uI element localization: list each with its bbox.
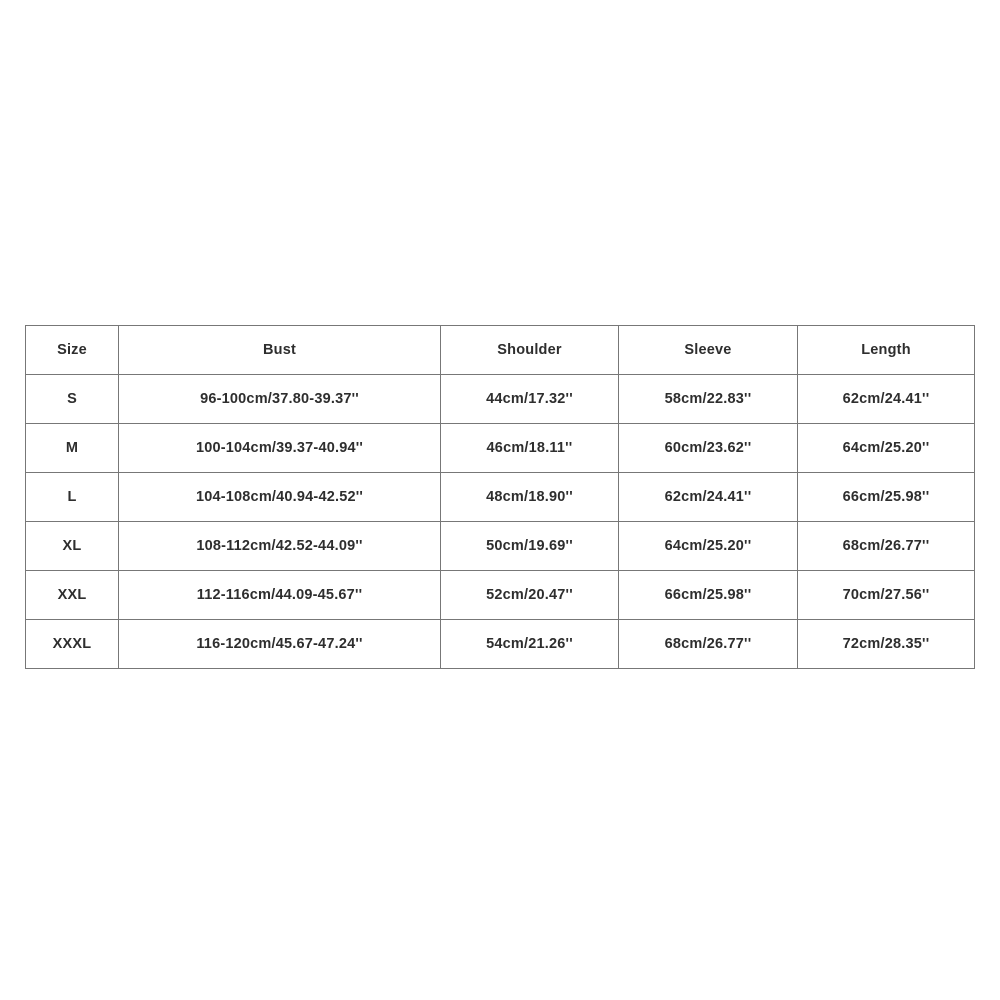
measurement-cell: 66cm/25.98'' [619,571,798,620]
size-cell: S [26,375,119,424]
measurement-cell: 104-108cm/40.94-42.52'' [119,473,441,522]
measurement-cell: 62cm/24.41'' [798,375,975,424]
measurement-cell: 108-112cm/42.52-44.09'' [119,522,441,571]
size-cell: XL [26,522,119,571]
column-header-sleeve: Sleeve [619,326,798,375]
measurement-cell: 44cm/17.32'' [441,375,619,424]
column-header-size: Size [26,326,119,375]
table-row [26,473,975,522]
size-chart-container [25,325,974,669]
measurement-cell: 72cm/28.35'' [798,620,975,669]
measurement-cell: 62cm/24.41'' [619,473,798,522]
table-row [26,424,975,473]
size-chart-table [25,325,975,669]
size-cell: M [26,424,119,473]
measurement-cell: 68cm/26.77'' [619,620,798,669]
measurement-cell: 52cm/20.47'' [441,571,619,620]
measurement-cell: 70cm/27.56'' [798,571,975,620]
measurement-cell: 50cm/19.69'' [441,522,619,571]
size-cell: XXXL [26,620,119,669]
measurement-cell: 64cm/25.20'' [798,424,975,473]
table-row [26,620,975,669]
size-cell: L [26,473,119,522]
measurement-cell: 60cm/23.62'' [619,424,798,473]
measurement-cell: 116-120cm/45.67-47.24'' [119,620,441,669]
measurement-cell: 100-104cm/39.37-40.94'' [119,424,441,473]
measurement-cell: 64cm/25.20'' [619,522,798,571]
measurement-cell: 46cm/18.11'' [441,424,619,473]
column-header-shoulder: Shoulder [441,326,619,375]
measurement-cell: 112-116cm/44.09-45.67'' [119,571,441,620]
measurement-cell: 54cm/21.26'' [441,620,619,669]
measurement-cell: 68cm/26.77'' [798,522,975,571]
table-row [26,571,975,620]
size-table-body [26,375,975,669]
measurement-cell: 58cm/22.83'' [619,375,798,424]
column-header-length: Length [798,326,975,375]
measurement-cell: 96-100cm/37.80-39.37'' [119,375,441,424]
header-row [26,326,975,375]
column-header-bust: Bust [119,326,441,375]
measurement-cell: 66cm/25.98'' [798,473,975,522]
size-cell: XXL [26,571,119,620]
measurement-cell: 48cm/18.90'' [441,473,619,522]
table-row [26,522,975,571]
table-row [26,375,975,424]
